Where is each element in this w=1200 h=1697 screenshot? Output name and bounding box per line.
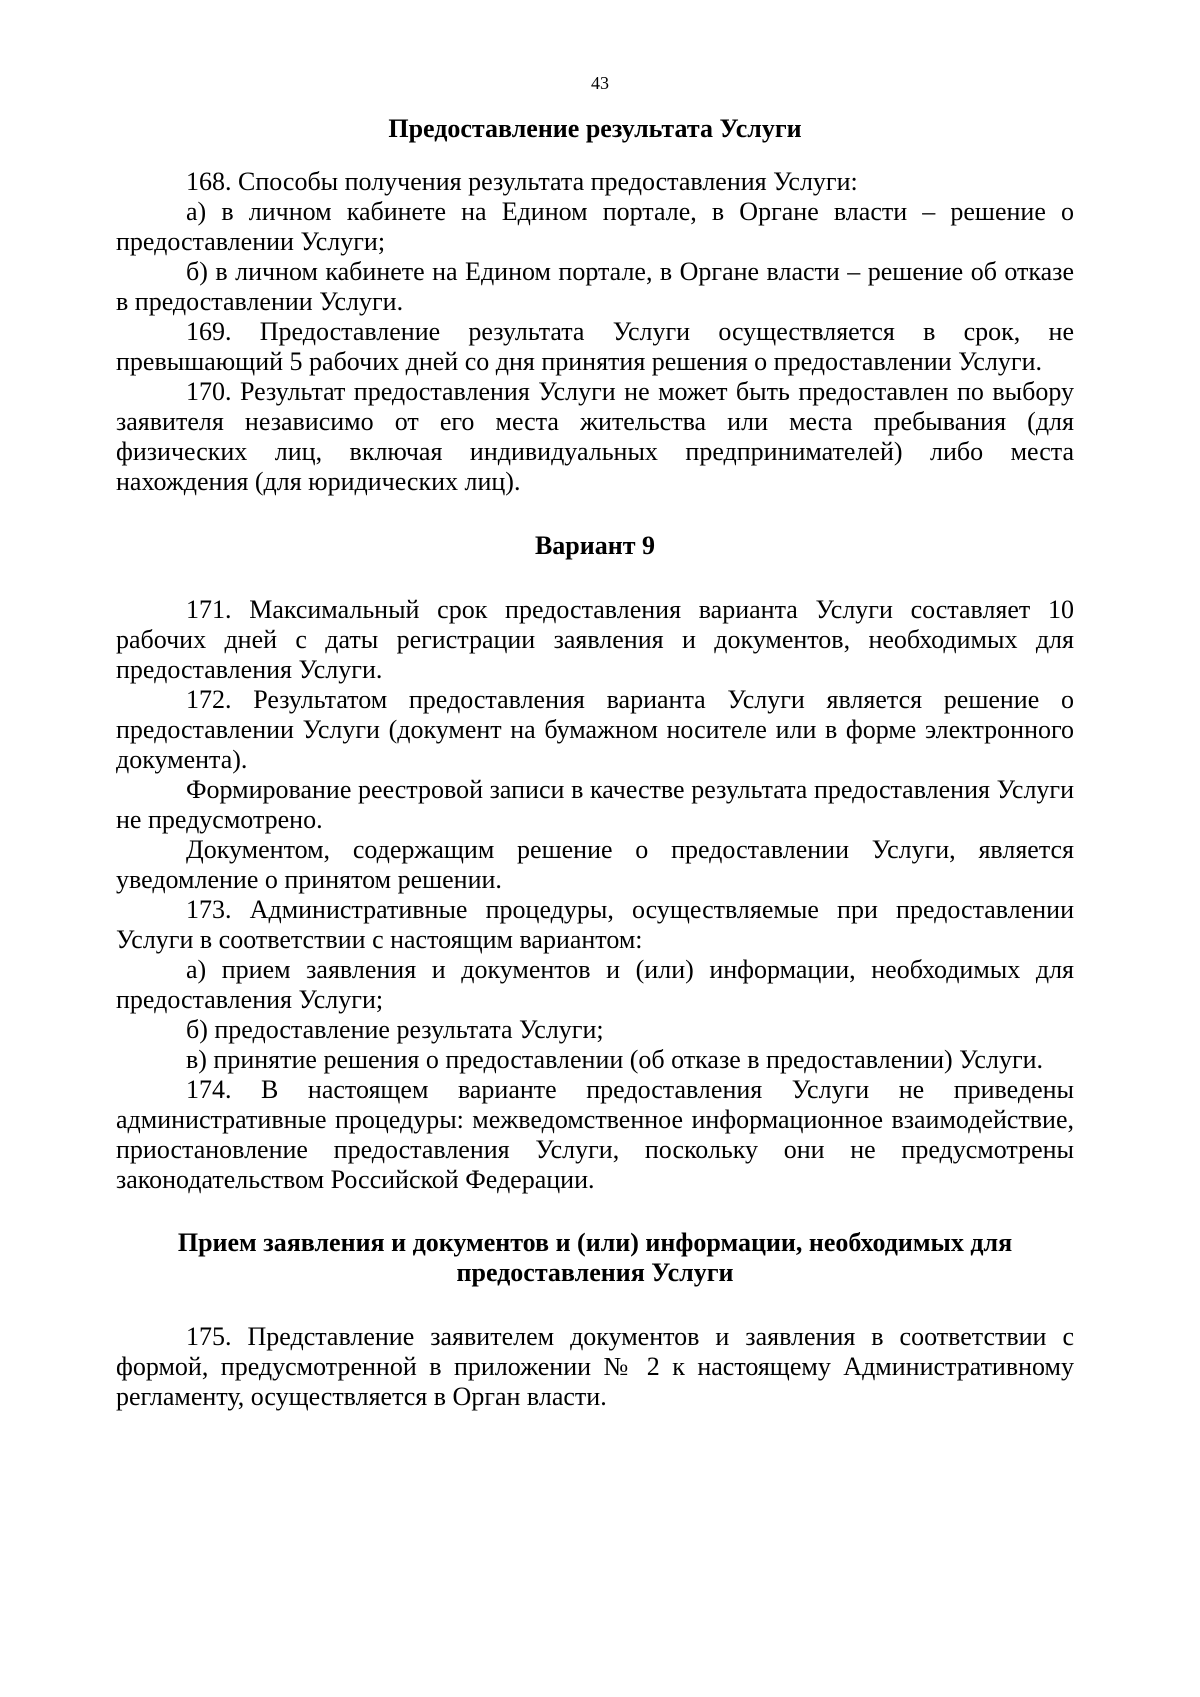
paragraph-169: 169. Предоставление результата Услуги осуществляется в срок, не превышающий 5 рабочих дней со дня принятия решения о предоставлении Услуги. <box>116 317 1074 376</box>
paragraph-172-registry: Формирование реестровой записи в качестве результата предоставления Услуги не предусмотрено. <box>116 775 1074 834</box>
paragraph-168-b: б) в личном кабинете на Едином портале, в Органе власти – решение об отказе в предоставлении Услуги. <box>116 257 1074 316</box>
section-heading-result: Предоставление результата Услуги <box>388 114 802 143</box>
paragraph-174: 174. В настоящем варианте предоставления Услуги не приведены административные процедуры: межведомственное информационное взаимодействие, приостановление предоставления Услуги, поскольку они не предусмотрены законодательством Российской Федерации. <box>116 1075 1074 1194</box>
document-body <box>116 114 1074 1412</box>
section-heading-reception-line-1: Прием заявления и документов и (или) информации, необходимых для <box>177 1228 1013 1257</box>
paragraph-172: 172. Результатом предоставления варианта Услуги является решение о предоставлении Услуги (документ на бумажном носителе или в форме электронного документа). <box>116 685 1074 774</box>
section-heading-variant: Вариант 9 <box>534 531 656 560</box>
paragraph-173: 173. Административные процедуры, осуществляемые при предоставлении Услуги в соответствии с настоящим вариантом: <box>116 895 1074 954</box>
paragraph-173-b: б) предоставление результата Услуги; <box>186 1015 604 1044</box>
page-number: 43 <box>591 73 609 93</box>
paragraph-175: 175. Представление заявителем документов и заявления в соответствии с формой, предусмотренной в приложении № 2 к настоящему Административному регламенту, осуществляется в Орган власти. <box>116 1322 1074 1411</box>
paragraph-170: 170. Результат предоставления Услуги не может быть предоставлен по выбору заявителя независимо от его места жительства или места пребывания (для физических лиц, включая индивидуальных предпринимателей) либо места нахождения (для юридических лиц). <box>116 377 1074 496</box>
paragraph-168: 168. Способы получения результата предоставления Услуги: <box>186 167 858 196</box>
section-heading-reception <box>116 1228 1074 1288</box>
section-heading-reception-line-2: предоставления Услуги <box>456 1258 734 1287</box>
paragraph-173-a: а) прием заявления и документов и (или) информации, необходимых для предоставления Услуги; <box>116 955 1074 1014</box>
paragraph-168-a: а) в личном кабинете на Едином портале, в Органе власти – решение о предоставлении Услуги; <box>116 197 1074 256</box>
paragraph-171: 171. Максимальный срок предоставления варианта Услуги составляет 10 рабочих дней с даты регистрации заявления и документов, необходимых для предоставления Услуги. <box>116 595 1074 684</box>
paragraph-172-document: Документом, содержащим решение о предоставлении Услуги, является уведомление о принятом решении. <box>116 835 1074 894</box>
paragraph-173-c: в) принятие решения о предоставлении (об отказе в предоставлении) Услуги. <box>186 1045 1044 1074</box>
